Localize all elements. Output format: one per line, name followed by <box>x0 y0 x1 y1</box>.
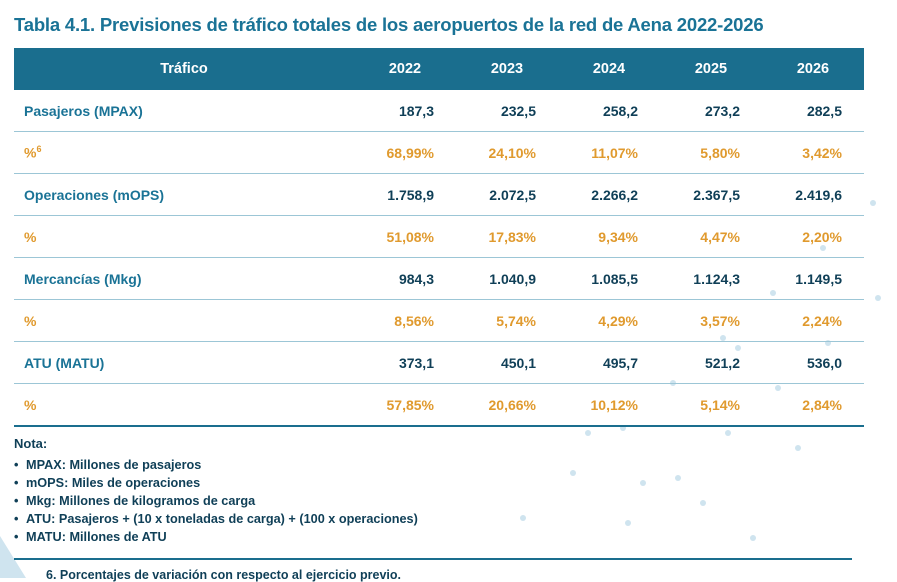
table-cell: 521,2 <box>660 342 762 384</box>
column-header-2026: 2026 <box>762 48 864 90</box>
table-cell: 187,3 <box>354 90 456 132</box>
table-cell: 9,34% <box>558 216 660 258</box>
footnote-text: 6. Porcentajes de variación con respecto al ejercicio previo. <box>46 568 402 582</box>
footnote-marker: 6 <box>36 144 42 155</box>
table-cell: 2.367,5 <box>660 174 762 216</box>
page-title: Tabla 4.1. Previsiones de tráfico totales de los aeropuertos de la red de Aena 2022-2026 <box>14 14 764 35</box>
table-cell: 51,08% <box>354 216 456 258</box>
table-cell: 10,12% <box>558 384 660 427</box>
table-cell: 1.124,3 <box>660 258 762 300</box>
table-row <box>14 342 864 384</box>
table-row <box>14 258 864 300</box>
table-cell: 1.085,5 <box>558 258 660 300</box>
column-header-2023: 2023 <box>456 48 558 90</box>
table-cell: 2,84% <box>762 384 864 427</box>
table-cell: 232,5 <box>456 90 558 132</box>
notes-block <box>14 427 852 546</box>
column-header-traffic: Tráfico <box>14 48 354 90</box>
table-cell: 24,10% <box>456 132 558 174</box>
table-cell: 20,66% <box>456 384 558 427</box>
table-cell: 495,7 <box>558 342 660 384</box>
notes-title: Nota: <box>14 436 48 451</box>
list-item: • ATU: Pasajeros + (10 x toneladas de carga) + (100 x operaciones) <box>14 510 852 528</box>
table-cell: 8,56% <box>354 300 456 342</box>
list-item: • MATU: Millones de ATU <box>14 528 852 546</box>
table-cell: 3,42% <box>762 132 864 174</box>
row-label: % <box>14 384 354 427</box>
table-cell: 2.266,2 <box>558 174 660 216</box>
table-cell: 1.040,9 <box>456 258 558 300</box>
table-cell: 3,57% <box>660 300 762 342</box>
table-cell: 5,14% <box>660 384 762 427</box>
column-header-2025: 2025 <box>660 48 762 90</box>
row-label: ATU (MATU) <box>14 342 354 384</box>
table-cell: 2.419,6 <box>762 174 864 216</box>
table-cell: 11,07% <box>558 132 660 174</box>
table-cell: 2,24% <box>762 300 864 342</box>
table-cell: 2,20% <box>762 216 864 258</box>
list-item: • MPAX: Millones de pasajeros <box>14 456 852 474</box>
row-label: Pasajeros (MPAX) <box>14 90 354 132</box>
table-cell: 57,85% <box>354 384 456 427</box>
column-header-2022: 2022 <box>354 48 456 90</box>
table-row <box>14 174 864 216</box>
table-row <box>14 384 864 427</box>
notes-list <box>14 456 852 546</box>
table-cell: 5,74% <box>456 300 558 342</box>
table-row <box>14 216 864 258</box>
table-cell: 4,29% <box>558 300 660 342</box>
table-cell: 450,1 <box>456 342 558 384</box>
table-cell: 2.072,5 <box>456 174 558 216</box>
row-label: %$^6$ <box>14 132 354 174</box>
table-cell: 373,1 <box>354 342 456 384</box>
column-header-2024: 2024 <box>558 48 660 90</box>
table-header <box>14 48 864 90</box>
table-header-row <box>14 48 864 90</box>
row-label: Operaciones (mOPS) <box>14 174 354 216</box>
list-item: • Mkg: Millones de kilogramos de carga <box>14 492 852 510</box>
table-row <box>14 90 864 132</box>
row-label: % <box>14 216 354 258</box>
table-cell: 4,47% <box>660 216 762 258</box>
table-cell: 5,80% <box>660 132 762 174</box>
traffic-forecast-table <box>14 48 864 427</box>
table-cell: 258,2 <box>558 90 660 132</box>
table-cell: 536,0 <box>762 342 864 384</box>
table-cell: 1.758,9 <box>354 174 456 216</box>
row-label: % <box>14 300 354 342</box>
table-cell: 1.149,5 <box>762 258 864 300</box>
row-label: Mercancías (Mkg) <box>14 258 354 300</box>
table-row <box>14 300 864 342</box>
table-cell: 68,99% <box>354 132 456 174</box>
list-item: • mOPS: Miles de operaciones <box>14 474 852 492</box>
table-body <box>14 90 864 426</box>
table-cell: 282,5 <box>762 90 864 132</box>
table-cell: 17,83% <box>456 216 558 258</box>
table-row <box>14 132 864 174</box>
table-cell: 984,3 <box>354 258 456 300</box>
table-cell: 273,2 <box>660 90 762 132</box>
